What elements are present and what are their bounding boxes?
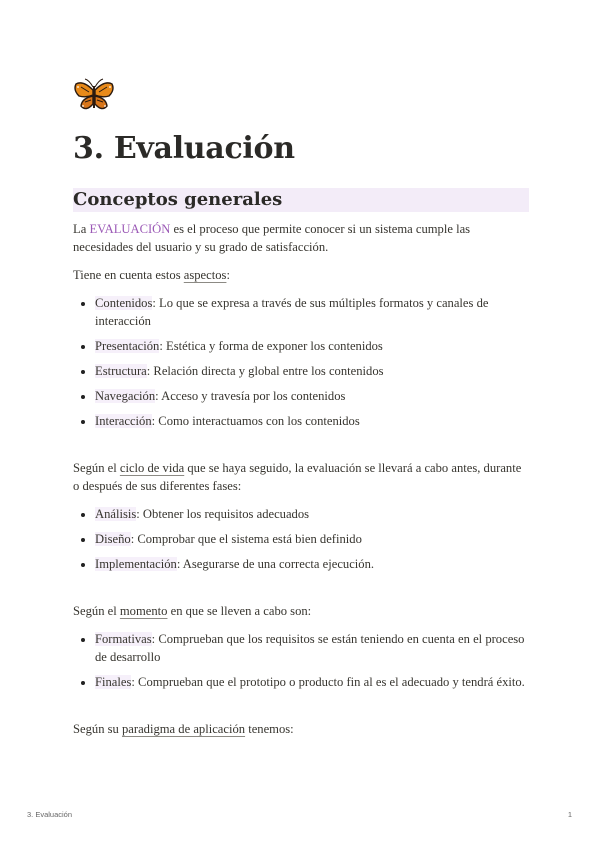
- section-heading: Conceptos generales: [73, 188, 529, 212]
- list-item: • Análisis: Obtener los requisitos adecuados: [95, 505, 529, 523]
- paradigm-paragraph: Según su paradigma de aplicación tenemos:: [73, 722, 294, 736]
- moment-link[interactable]: momento: [119, 604, 168, 618]
- moments-list: [73, 630, 529, 691]
- page-title: 3. Evaluación: [73, 131, 295, 166]
- footer-title: 3. Evaluación: [27, 810, 73, 819]
- evaluation-term: EVALUACIÓN: [89, 222, 171, 236]
- document-page: [73, 78, 529, 748]
- aspects-intro: Tiene en cuenta estos aspectos:: [73, 268, 230, 282]
- moment-paragraph: Según el momento en que se lleven a cabo son:: [73, 604, 312, 618]
- aspects-link[interactable]: aspectos: [183, 268, 227, 282]
- list-item: • Formativas: Comprueban que los requisitos se están teniendo en cuenta en el proceso de desarrollo: [95, 630, 529, 666]
- paradigm-link[interactable]: paradigma de aplicación: [121, 722, 246, 736]
- lifecycle-link[interactable]: ciclo de vida: [119, 461, 185, 475]
- intro-paragraph: La EVALUACIÓN es el proceso que permite conocer si un sistema cumple las necesidades del usuario y su grado de satisfacción.: [73, 222, 471, 254]
- list-item: • Finales: Comprueban que el prototipo o producto fin al es el adecuado y tendrá éxito.: [95, 673, 529, 691]
- list-item: • Estructura: Relación directa y global entre los contenidos: [95, 362, 529, 380]
- list-item: • Diseño: Comprobar que el sistema está bien definido: [95, 530, 529, 548]
- aspects-list: [73, 294, 529, 430]
- list-item: • Navegación: Acceso y travesía por los contenidos: [95, 387, 529, 405]
- list-item: • Presentación: Estética y forma de exponer los contenidos: [95, 337, 529, 355]
- page-number: 1: [567, 810, 572, 819]
- list-item: • Interacción: Como interactuamos con los contenidos: [95, 412, 529, 430]
- lifecycle-paragraph: Según el ciclo de vida que se haya seguido, la evaluación se llevará a cabo antes, durante o después de sus diferentes fases:: [73, 461, 522, 493]
- list-item: • Implementación: Asegurarse de una correcta ejecución.: [95, 555, 529, 573]
- butterfly-icon: [73, 78, 115, 114]
- phases-list: [73, 505, 529, 573]
- list-item: • Contenidos: Lo que se expresa a través de sus múltiples formatos y canales de interacción: [95, 294, 529, 330]
